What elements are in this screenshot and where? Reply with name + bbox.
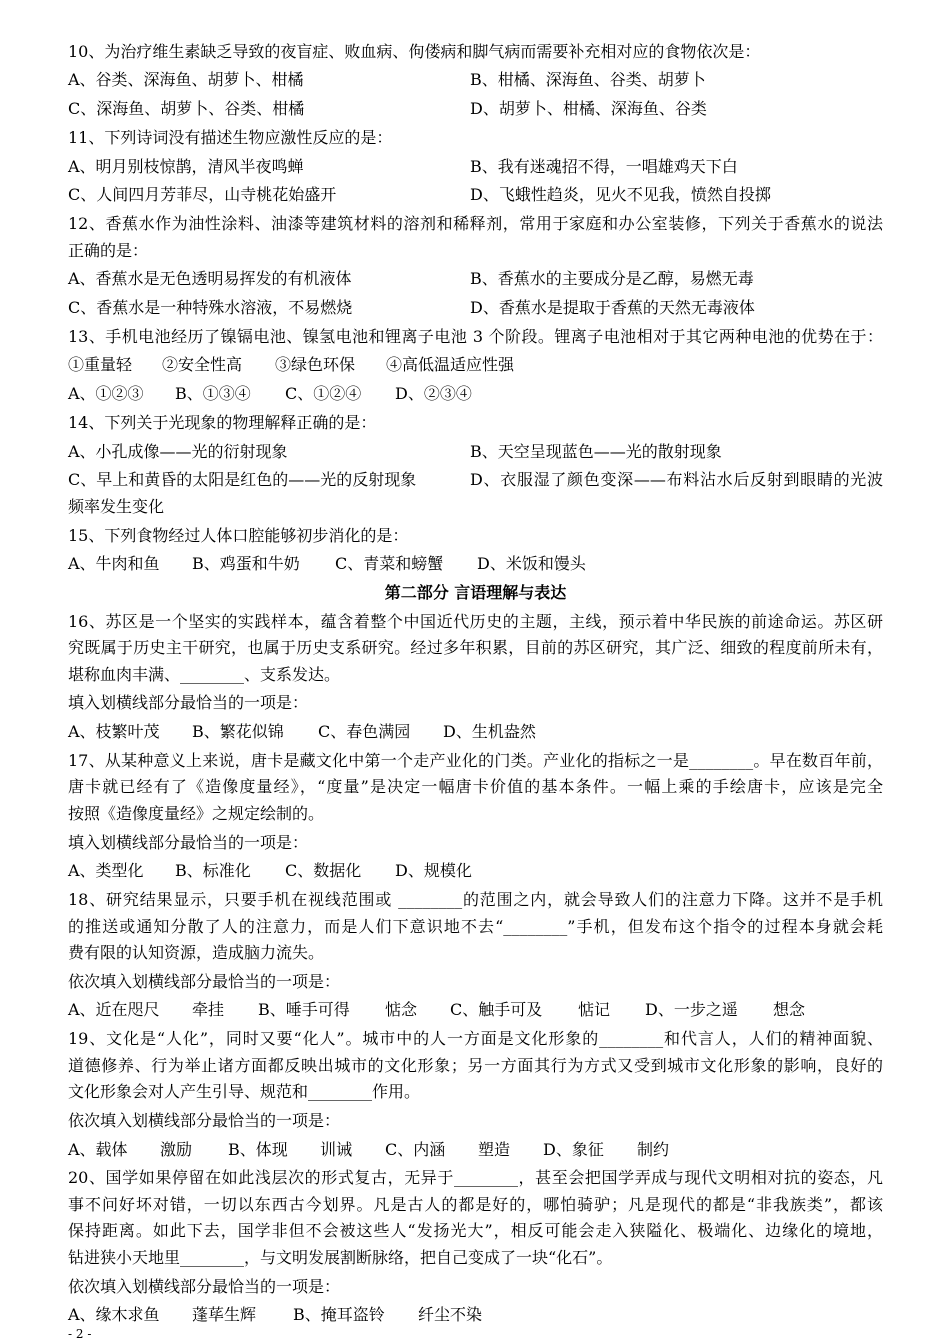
question-17-stem-line: 唐卡就已经有了《造像度量经》，“度量”是决定一幅唐卡价值的基本条件。一幅上乘的手绘唐卡，应该是完全 <box>68 777 883 797</box>
option-b: B、柑橘、深海鱼、谷类、胡萝卜 <box>470 70 706 90</box>
item-1: ①重量轻 <box>68 355 133 375</box>
question-17-options <box>68 858 883 885</box>
option-d: D、胡萝卜、柑橘、深海鱼、谷类 <box>470 99 707 119</box>
option-a-second: 蓬荜生辉 <box>192 1305 257 1325</box>
question-16-stem-line: 16、苏区是一个坚实的实践样本，蕴含着整个中国近代历史的主题，主线，预示着中华民族的前途命运。苏区研 <box>68 611 883 631</box>
option-a: A、明月别枝惊鹊，清风半夜鸣蝉 <box>68 156 304 176</box>
option-a-second: 激励 <box>160 1139 193 1159</box>
question-15 <box>68 523 883 550</box>
option-a: A、①②③ <box>68 384 144 404</box>
option-c: C、香蕉水是一种特殊水溶液，不易燃烧 <box>68 298 353 317</box>
option-c: C、青菜和螃蟹 <box>335 554 444 574</box>
question-17-stem-line: 17、从某种意义上来说，唐卡是藏文化中第一个走产业化的门类。产业化的指标之一是________。早在数百年前， <box>68 750 883 770</box>
option-d-second: 制约 <box>637 1139 670 1159</box>
question-14-options-cd-row <box>68 467 883 494</box>
question-18 <box>68 887 883 967</box>
question-12-stem-line: 12、香蕉水作为油性涂料、油漆等建筑材料的溶剂和稀释剂，常用于家庭和办公室装修，下列关于香蕉水的说法 <box>68 214 883 234</box>
question-17 <box>68 748 883 828</box>
question-18-options <box>68 997 883 1024</box>
question-11-options-cd <box>68 182 883 209</box>
question-17-stem-line: 按照《造像度量经》之规定绘制的。 <box>68 803 325 823</box>
option-d: D、米饭和馒头 <box>477 554 586 574</box>
question-15-stem: 15、下列食物经过人体口腔能够初步消化的是： <box>68 525 409 545</box>
option-b-first: B、掩耳盗铃 <box>293 1305 385 1325</box>
question-13-options <box>68 381 883 408</box>
question-18-prompt: 依次填入划横线部分最恰当的一项是： <box>68 971 341 991</box>
question-18-stem-line: 的推送或通知分散了人的注意力，而是人们下意识地不去“________”手机，但发布这个指令的过程本身就会耗 <box>68 916 883 936</box>
question-20-stem-line: 事不问好坏对错，一切以东西古今划界。凡是古人的都是好的，哪怕骑驴；凡是现代的都是“非我族类”，都该 <box>68 1194 883 1214</box>
question-14 <box>68 410 883 437</box>
page-number: - 2 - <box>68 1327 92 1341</box>
item-4: ④高低温适应性强 <box>386 355 515 375</box>
question-19-stem-line: 道德修养、行为举止诸方面都反映出城市的文化形象；另一方面其行为方式又受到城市文化形象的影响，良好的 <box>68 1055 883 1075</box>
option-d: D、飞蛾性趋炎，见火不见我，愤然自投掷 <box>470 185 771 205</box>
question-20-stem-line: 20、国学如果停留在如此浅层次的形式复古，无异于________，甚至会把国学弄成与现代文明相对抗的姿态，凡 <box>68 1168 883 1188</box>
question-19-stem-line: 文化形象会对人产生引导、规范和________作用。 <box>68 1082 421 1102</box>
option-a: A、牛肉和鱼 <box>68 554 160 574</box>
question-10 <box>68 39 883 66</box>
option-b: B、标准化 <box>175 861 251 881</box>
option-d: D、生机盎然 <box>443 722 536 742</box>
option-c-second: 塑造 <box>478 1139 511 1159</box>
option-c-first: C、触手可及 <box>450 1000 543 1020</box>
question-12 <box>68 211 883 264</box>
option-b: B、鸡蛋和牛奶 <box>192 554 300 574</box>
option-b-first: B、唾手可得 <box>258 1000 350 1020</box>
section-title: 第二部分 言语理解与表达 <box>384 582 567 602</box>
question-13 <box>68 324 883 351</box>
question-11-options-ab <box>68 154 883 181</box>
option-a: A、谷类、深海鱼、胡萝卜、柑橘 <box>68 70 304 90</box>
option-c: C、人间四月芳菲尽，山寺桃花始盛开 <box>68 185 337 205</box>
question-18-stem-line: 费有限的认知资源，造成脑力流失。 <box>68 943 325 962</box>
question-20-options <box>68 1302 883 1329</box>
question-15-options <box>68 551 883 578</box>
question-12-options-cd <box>68 295 883 322</box>
option-c: C、数据化 <box>285 861 362 881</box>
option-d: D、衣服湿了颜色变深——布料沾水后反射到眼睛的光波 <box>470 470 883 490</box>
option-a: A、小孔成像——光的衍射现象 <box>68 441 288 461</box>
option-c: C、深海鱼、胡萝卜、谷类、柑橘 <box>68 99 305 119</box>
question-14-stem: 14、下列关于光现象的物理解释正确的是： <box>68 412 377 432</box>
option-c-first: C、内涵 <box>385 1139 446 1159</box>
option-d: D、香蕉水是提取于香蕉的天然无毒液体 <box>470 298 755 317</box>
question-10-stem: 10、为治疗维生素缺乏导致的夜盲症、败血病、佝偻病和脚气病而需要补充相对应的食物依次是： <box>68 41 761 61</box>
option-d-second: 想念 <box>773 1000 806 1020</box>
question-12-options-ab <box>68 266 883 293</box>
option-b-first: B、体现 <box>228 1139 288 1159</box>
option-b: B、我有迷魂招不得，一唱雄鸡天下白 <box>470 156 738 176</box>
question-12-stem-line: 正确的是： <box>68 240 149 260</box>
question-10-options-cd <box>68 96 883 123</box>
question-19-options <box>68 1137 883 1164</box>
question-14-options-cd <box>68 467 883 520</box>
question-16-options <box>68 719 883 746</box>
question-19-prompt: 依次填入划横线部分最恰当的一项是： <box>68 1110 341 1130</box>
option-b: B、繁花似锦 <box>192 722 284 742</box>
option-d-first: D、象征 <box>543 1139 604 1159</box>
option-d: D、②③④ <box>395 384 472 404</box>
question-19-stem-line: 19、文化是“人化”，同时又要“化人”。城市中的人一方面是文化形象的________和代言人，人们的精神面貌、 <box>68 1029 883 1049</box>
option-a: A、类型化 <box>68 861 144 881</box>
option-a: A、香蕉水是无色透明易挥发的有机液体 <box>68 269 352 289</box>
option-c: C、春色满园 <box>318 722 411 742</box>
question-10-options-ab <box>68 67 883 94</box>
question-16 <box>68 609 883 689</box>
item-3: ③绿色环保 <box>275 355 356 375</box>
option-a-first: A、载体 <box>68 1139 128 1159</box>
question-17-prompt: 填入划横线部分最恰当的一项是： <box>68 832 309 852</box>
question-19 <box>68 1026 883 1106</box>
option-a: A、枝繁叶茂 <box>68 722 160 742</box>
option-d-continued: 频率发生变化 <box>68 496 165 516</box>
question-20-prompt: 依次填入划横线部分最恰当的一项是： <box>68 1276 341 1296</box>
question-14-options-ab <box>68 439 883 466</box>
option-b-second: 惦念 <box>385 1000 418 1020</box>
option-c-second: 惦记 <box>578 1000 611 1020</box>
exam-page-content <box>68 39 883 1331</box>
question-11 <box>68 125 883 152</box>
question-18-stem-line: 18、研究结果显示，只要手机在视线范围或 ________的范围之内，就会导致人们的注意力下降。这并不是手机 <box>68 890 883 909</box>
question-20-stem-line: 钻进狭小天地里________，与文明发展割断脉络，把自己变成了一块“化石”。 <box>68 1247 613 1267</box>
question-13-items <box>68 352 883 379</box>
question-16-prompt: 填入划横线部分最恰当的一项是： <box>68 693 309 713</box>
option-d: D、规模化 <box>395 861 472 881</box>
question-16-stem-line: 究既属于历史主干研究，也属于历史支系研究。经过多年积累，目前的苏区研究，其广泛、细致的程度前所未有， <box>68 638 883 658</box>
option-b: B、①③④ <box>175 384 251 404</box>
option-b: B、天空呈现蓝色——光的散射现象 <box>470 441 722 461</box>
option-a-first: A、近在咫尺 <box>68 1000 160 1020</box>
option-b: B、香蕉水的主要成分是乙醇，易燃无毒 <box>470 269 754 289</box>
question-11-stem: 11、下列诗词没有描述生物应激性反应的是： <box>68 127 393 147</box>
item-2: ②安全性高 <box>162 355 243 375</box>
option-d-first: D、一步之遥 <box>645 1000 738 1020</box>
option-a-second: 牵挂 <box>192 1000 225 1020</box>
option-a-first: A、缘木求鱼 <box>68 1305 160 1325</box>
option-b-second: 训诫 <box>320 1139 353 1159</box>
option-c: C、①②④ <box>285 384 362 404</box>
question-20 <box>68 1165 883 1271</box>
question-16-stem-line: 堪称血肉丰满、________、支系发达。 <box>68 664 341 684</box>
option-c: C、早上和黄昏的太阳是红色的——光的反射现象 <box>68 470 417 490</box>
option-b-second: 纤尘不染 <box>418 1305 483 1325</box>
question-20-stem-line: 保持距离。如此下去，国学非但不会被这些人“发扬光大”，相反可能会走入狭隘化、极端化、边缘化的境地， <box>68 1221 883 1241</box>
question-13-stem: 13、手机电池经历了镍镉电池、镍氢电池和锂离子电池 3 个阶段。锂离子电池相对于其它两种电池的优势在于： <box>68 326 883 346</box>
